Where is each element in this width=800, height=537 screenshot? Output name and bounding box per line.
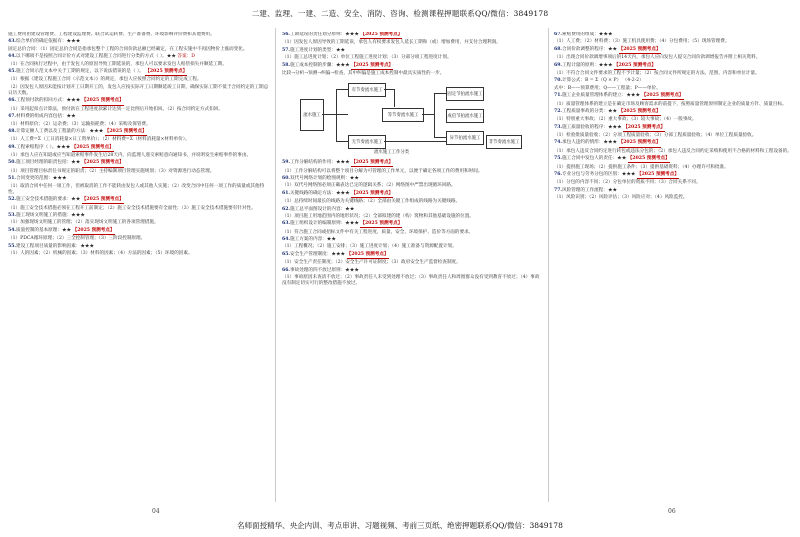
diagram-box: 有节奏流水施工	[348, 83, 386, 97]
question-text: 索赔费用的组成：★★★	[562, 32, 613, 37]
forecast-tag: 【2025 预测考点】	[351, 191, 393, 198]
diagram-connector	[322, 114, 336, 115]
question-text: （1）质量管理体系的建立是在确定市场及顾客需求的前提下，按照质量管理原则制定企业的质量方针、质量目标。	[554, 101, 787, 107]
diagram-box: 非节奏流水施工	[486, 135, 522, 149]
question-text: （1）提供施工现场；（2）提供施工条件；（3）提供基础资料；（4）办理许可和批准。	[554, 164, 729, 170]
question-text: 计算公式：B = Σ（Q × P） （4-2-2）	[562, 78, 644, 84]
question-item	[8, 206, 270, 212]
question-item	[282, 214, 544, 220]
page-number-right: 06	[668, 508, 676, 515]
question-text: 施工方案的内容：★★	[290, 237, 336, 243]
question-text: 质量控制的基本原理：★★	[16, 227, 72, 233]
diagram-connector	[394, 89, 395, 107]
question-item	[8, 62, 270, 68]
question-item	[282, 183, 544, 189]
question-text: （1）人工费=Σ（工日消耗量×日工资单价）；（2）材料费=Σ（材料消耗量×材料单价）。	[8, 137, 190, 143]
question-item	[8, 153, 270, 159]
question-text: 施工现场文明施工的措施：★★★	[16, 213, 85, 218]
forecast-tag: 【2025 预测考点】	[145, 69, 187, 76]
question-item	[282, 207, 544, 213]
question-text: 双代号网络计划的绘图规则：★★	[290, 175, 359, 181]
question-text: （1）双代号网络图必须正确表达已定的逻辑关系；（2）网络图中严禁出现循环回路。	[282, 183, 456, 189]
question-item	[282, 268, 544, 274]
question-item	[554, 63, 792, 70]
column-middle	[282, 32, 544, 502]
question-text: （1）材料原价；（2）运杂费；（3）运输损耗费；（4）采购及保管费。	[8, 121, 151, 127]
question-item	[8, 169, 270, 175]
document-body	[8, 32, 792, 502]
question-number: 66.	[282, 267, 290, 273]
question-item	[8, 77, 270, 83]
question-item	[554, 55, 792, 61]
question-number: 47.	[8, 114, 16, 120]
question-number: 48.	[8, 128, 16, 134]
forecast-tag: 【2025 预测考点】	[619, 140, 661, 147]
diagram-connector	[422, 114, 434, 115]
forecast-tag: 【2025 预测考点】	[351, 63, 393, 70]
question-text: （1）安全生产责任制度；（2）安全生产许可证制度；（3）政府安全生产监督检查制度。	[282, 260, 461, 266]
page-number-left: 04	[152, 508, 160, 515]
question-item	[8, 184, 270, 196]
question-item	[8, 122, 270, 128]
question-number: 45.	[8, 68, 16, 74]
question-number: 63.	[282, 221, 290, 227]
question-item	[554, 47, 792, 54]
diagram-connector	[336, 89, 337, 141]
question-number: 74.	[554, 140, 562, 146]
question-text: 施工合同中发包人的责任：★★	[562, 156, 627, 162]
question-number: 46.	[8, 98, 16, 104]
question-item	[554, 156, 792, 163]
forecast-tag: 【2025 预测考点】	[360, 32, 402, 39]
forecast-tag: 【2025 预测考点】	[72, 145, 114, 152]
question-text: （1）工程概况；（2）施工安排；（3）施工进度计划；（4）施工准备与资源配置计划。	[282, 244, 457, 250]
question-number: 77.	[554, 187, 562, 193]
question-number: 72.	[554, 108, 562, 114]
question-item	[282, 169, 544, 175]
question-number: 73.	[554, 124, 562, 130]
diagram-root-box: 流水施工	[300, 99, 324, 131]
question-number: 76.	[554, 172, 562, 178]
question-text: 固定总价合同：（1）固定总价合同是指承包整个工程的合同价款总额已经确定，在工程实施中不再因物价上涨而变化。	[8, 46, 248, 52]
question-number: 69.	[554, 62, 562, 68]
question-number: 68.	[554, 46, 562, 52]
question-text: （1）取消合同中任何一项工作，但被取消的工作不能转由发包人或其他人实施；（2）改变合同中任何一项工作的质量或其他特性。	[8, 183, 265, 195]
question-text: 工期延误的责任划分原则：★★★	[290, 32, 359, 37]
question-number: 65.	[282, 251, 290, 257]
question-item	[554, 93, 792, 100]
question-item	[554, 195, 792, 201]
question-number: 49.	[8, 144, 16, 150]
question-text: 风险管理的工作流程：★★	[562, 187, 618, 193]
page-header: 二建、监理、一建、二造、安全、消防、咨询、检测课程押题联系QQ/微信：3849178	[251, 9, 549, 18]
question-item	[554, 109, 792, 116]
question-text: （1）在合同执行过程中，由于发包人的原因导致工期延误的，承包人可以要求发包人赔偿损失并顺延工期。	[8, 61, 227, 67]
diagram-connector	[336, 89, 348, 90]
question-item	[554, 102, 792, 108]
question-item	[282, 199, 544, 205]
question-number: 57.	[282, 47, 290, 53]
question-text: （1）检验批质量验收；（2）分项工程质量验收；（3）分部工程质量验收；（4）单位工程质量验收。	[554, 133, 757, 139]
question-number: 53.	[8, 213, 16, 218]
forecast-tag: 【2025 预测考点】	[619, 47, 661, 54]
question-text: （1）分包的内容不同；（2）分包单位的资质不同；（3）合同关系不同。	[554, 180, 701, 186]
question-text: （1）项目管理目标责任书规定的职责；（2）主持编制项目管理实施规划；（3）对资源进行动态管理。	[8, 168, 215, 174]
question-item	[8, 244, 270, 250]
question-text: 综合单价的确定依据有：★★★	[16, 39, 81, 45]
question-text: （1）PDCA循环原理；（2）三全控制管理；（3）三阶段控制原理。	[8, 236, 146, 242]
question-text: 合同价款调整的程序：★★	[562, 46, 618, 52]
question-item	[8, 98, 270, 105]
diagram-connector	[434, 137, 446, 138]
question-item	[554, 86, 792, 92]
question-text: （1）风险识别；（2）风险评估；（3）风险应对；（4）风险监控。	[554, 195, 688, 201]
question-item	[282, 55, 544, 61]
question-item	[8, 39, 270, 45]
question-text: 施工费用由建设管理费、工程建设监理费、联合试运转费、生产准备费、环境影响评价费和其他费用。	[8, 32, 215, 37]
question-item	[8, 85, 270, 97]
question-text: （1）采用起扣点计算法，预付款在工程进度款累计达到一定比例后开始扣回。（2）按合同约定方式扣回。	[8, 106, 223, 112]
question-item	[282, 48, 544, 54]
question-text: （1）符合施工合同或招标文件中有关工程进度、质量、安全、环境保护、造价等方面的要求。	[282, 229, 474, 235]
question-text: （1）施工总进度计划；（2）单位工程施工进度计划；（3）分部分项工程进度计划。	[282, 55, 452, 61]
diagram-box: 成倍节拍流水施工	[446, 109, 484, 123]
question-number: 67.	[554, 32, 562, 37]
question-item	[8, 114, 270, 120]
question-text: 施工项目经理的职责包括：★★	[16, 160, 81, 166]
question-text: 建设工程项目质量的影响因素：★★★	[16, 243, 95, 249]
diagram-connector	[384, 141, 446, 142]
question-item	[282, 230, 544, 236]
question-number: 61.	[282, 190, 290, 196]
question-text: （1）不符合合同文件要求的工程不予计量；（2）按合同文件所规定的方法、范围、内容和单位计量。	[554, 70, 760, 76]
forecast-tag: 【2025 预测考点】	[628, 156, 670, 163]
question-number: 55.	[8, 243, 16, 249]
question-text: 工程计量的原则：★★★	[562, 62, 613, 68]
diagram-connector	[434, 93, 446, 94]
question-number: 50.	[8, 160, 16, 166]
question-number: 54.	[8, 227, 16, 233]
question-text: 工程索赔程序（ ）。★★★	[16, 144, 71, 150]
question-item	[282, 191, 544, 198]
diagram-connector	[336, 114, 348, 115]
column-left	[8, 32, 270, 502]
question-item	[282, 32, 544, 39]
diagram-connector	[336, 141, 348, 142]
question-item	[282, 244, 544, 250]
diagram-box: 无节奏流水施工	[348, 135, 386, 149]
question-number: 51.	[8, 176, 16, 182]
question-item	[8, 160, 270, 167]
question-text: （1）工作分解结构可以将整个项目分解为可管理的工作单元，以便于确定各项工作的费用和时间。	[282, 168, 483, 174]
forecast-tag: 【2025 预测考点】	[614, 63, 656, 70]
diagram-box: 等节奏流水施工	[382, 108, 424, 122]
flow-diagram	[282, 79, 544, 157]
question-text: （1）特别重大事故；（2）重大事故；（3）较大事故；（4）一般事故。	[554, 117, 697, 123]
question-text: 施工质量验收的程序：★★★	[562, 124, 622, 130]
question-item	[8, 145, 270, 152]
question-text: （1）项目施工用地范围内的地形状况；（2）全部拟建的建（构）筑物和其他基础设施的位置。	[282, 213, 474, 219]
question-item	[554, 117, 792, 123]
question-number: 64.	[282, 237, 290, 243]
column-right	[554, 32, 792, 502]
question-text: （2）因发包人原因未能按计划开工日期开工的，发包人应按实际开工日期顺延竣工日期，确保实际工期不低于合同约定的工期总日历天数。	[8, 84, 269, 96]
question-number: 58.	[282, 62, 290, 68]
diagram-box: 异节拍流水施工	[446, 131, 484, 145]
question-number: 70.	[554, 78, 562, 84]
question-text: （1）出现合同价款调增事项后的14天内，承包人应向发包人提交合同价款调增报告并附上相关资料。	[554, 55, 761, 61]
question-item	[282, 221, 544, 228]
question-text: （1）承包人应在知道或应当知道索赔事件发生后28天内，向监理人递交索赔意向通知书，并说明发生索赔事件的事由。	[8, 153, 252, 159]
forecast-tag: 【2025 预测考点】	[347, 252, 389, 259]
question-text: （1）人的因素；（2）机械的因素；（3）材料的因素；（4）方法的因素；（5）环境的因素。	[8, 250, 193, 256]
question-item	[554, 180, 792, 186]
question-text: 施工进度计划的类型：★★	[290, 47, 346, 53]
question-text: 材料费的组成内容包括：★★	[16, 114, 76, 120]
forecast-tag: 【2025 预测考点】	[82, 160, 124, 167]
question-number: 43.	[8, 39, 16, 45]
question-number: 71.	[554, 93, 562, 99]
question-text: 安全生产管理制度：★★★	[290, 251, 346, 257]
question-item	[8, 32, 270, 38]
forecast-tag: 【2025 预测考点】	[351, 160, 393, 167]
question-item	[282, 176, 544, 182]
forecast-tag: 【2025 预测考点】	[637, 172, 679, 179]
forecast-tag: 【2025 预测考点】	[105, 129, 147, 136]
question-item	[282, 237, 544, 243]
question-item	[8, 228, 270, 235]
question-item	[8, 137, 270, 143]
question-item	[554, 32, 792, 38]
question-item	[554, 133, 792, 139]
question-item	[282, 275, 544, 287]
question-item	[8, 213, 270, 219]
forecast-tag: 【2025 预测考点】	[82, 98, 124, 105]
question-item	[8, 107, 270, 113]
question-text: 承包人违约的情形：★★★	[562, 140, 618, 146]
question-number: 62.	[282, 206, 290, 212]
question-number: 75.	[554, 156, 562, 162]
forecast-tag: 【2025 预测考点】	[642, 93, 684, 100]
forecast-tag: 【2025 预测考点】	[623, 125, 665, 132]
answer-text: 答案：D	[177, 54, 195, 60]
question-text: （1）总持续时间最长的线路为关键线路；（2）全部由关键工作组成的线路为关键线路。	[282, 199, 461, 205]
forecast-tag: 【2025 预测考点】	[360, 221, 402, 228]
question-number: 60.	[282, 175, 290, 181]
question-item	[8, 69, 270, 76]
question-number: 56.	[282, 32, 290, 37]
question-item	[282, 71, 544, 77]
question-item	[282, 260, 544, 266]
question-item	[282, 252, 544, 259]
question-text: 施工成本控制的步骤：★★★	[290, 62, 350, 68]
question-text: （1）承包人违反合同约定进行转包或违法分包的；（2）承包人违反合同约定采购和使用不合格的材料和工程设备的。	[554, 148, 792, 154]
diagram-connector	[384, 89, 394, 90]
question-item	[554, 125, 792, 132]
question-item	[554, 149, 792, 155]
question-item	[554, 172, 792, 179]
question-text: 施工总平面图设计的内容：★★	[290, 206, 355, 212]
question-text: 施工合同示范文本中关于工期的规定，以下说法错误的是（ ）。	[16, 68, 144, 74]
question-number: 59.	[282, 160, 290, 166]
question-item	[8, 47, 270, 53]
diagram-box: 固定节拍流水施工	[446, 87, 484, 101]
question-item	[8, 197, 270, 204]
question-text: 专业分包与劳务分包的区别：★★★	[562, 172, 636, 178]
question-text: （1）因发包人原因导致的工期延误，承包人有权要求发包人延长工期和（或）增加费用，并支付合理利润。	[282, 40, 501, 46]
forecast-tag: 【2025 预测考点】	[619, 109, 661, 116]
question-item	[8, 176, 270, 182]
question-number: 52.	[8, 197, 16, 203]
question-item	[8, 220, 270, 226]
question-text: （1）事故原因未查清不放过；（2）事故责任人未受到处理不放过；（3）事故责任人和周围群众没有受到教育不放过；（4）事故没有制定切实可行的整改措施不放过。	[282, 275, 540, 287]
question-item	[554, 39, 792, 45]
diagram-caption: 流水施工工作分类	[374, 150, 410, 156]
question-text: （1）施工安全技术措施必须在工程开工前制定；（2）施工安全技术措施要有全面性；（3）施工安全技术措施要有针对性。	[8, 205, 256, 211]
question-text: 计算定额人工费以及工程量的方法：★★★	[16, 128, 104, 134]
question-text: 工作分解结构的作用：★★★	[290, 160, 350, 166]
question-text: （1）人工费；（2）材料费；（3）施工机具使用费；（4）分包费用；（5）现场管理费。	[554, 39, 730, 45]
question-item	[554, 140, 792, 147]
question-item	[554, 71, 792, 77]
question-item	[282, 40, 544, 46]
question-item	[8, 236, 270, 242]
question-text: 关键线路的确定方法：★★★	[290, 190, 350, 196]
forecast-tag: 【2025 预测考点】	[82, 197, 124, 204]
question-text: 施工组织设计的编制原则：★★★	[290, 221, 359, 227]
forecast-tag: 【2025 预测考点】	[73, 228, 115, 235]
question-text: 合同变更的范围：★★★	[16, 176, 67, 182]
question-text: 事故处理的四不放过原则：★★★	[290, 267, 359, 273]
question-item	[554, 78, 792, 84]
question-item	[282, 160, 544, 167]
question-item	[554, 188, 792, 194]
question-item	[8, 129, 270, 136]
question-text: 以下哪项不是按照合同计价方式对建设工程施工合同进行分类的方式（ ）。★★	[16, 54, 176, 60]
question-text: 施工安全技术措施的要求：★★	[16, 197, 81, 203]
question-text: 施工企业质量管理体系的建立：★★★	[562, 93, 641, 99]
question-item	[8, 251, 270, 257]
question-text: （1）加强现场文明施工的管理；（2）落实现场文明施工的各项管理措施。	[8, 220, 159, 226]
question-text: 工程预付款的扣回方式：★★★	[16, 98, 81, 104]
question-item	[282, 63, 544, 70]
question-text: （1）根据《建设工程施工合同（示范文本）》的规定，承包人应按照合同约定的工期完成工程。	[8, 77, 202, 83]
question-item	[8, 54, 270, 60]
question-text: 工程质量事故的分类：★★	[562, 108, 618, 114]
page-footer: 名师面授精华、央企内训、考点串讲、习题视频、考前三页纸、绝密押题联系QQ/微信：3849178	[237, 521, 563, 530]
question-item	[554, 165, 792, 171]
diagram-connector	[434, 93, 435, 137]
question-text: 比较→分析→预测→纠偏→检查，其中纠偏是施工成本控制中最具实质性的一步。	[282, 70, 445, 76]
question-text: 式中：B——预算费用；Q——工程量；P——单价。	[554, 85, 661, 91]
question-number: 44.	[8, 54, 16, 60]
